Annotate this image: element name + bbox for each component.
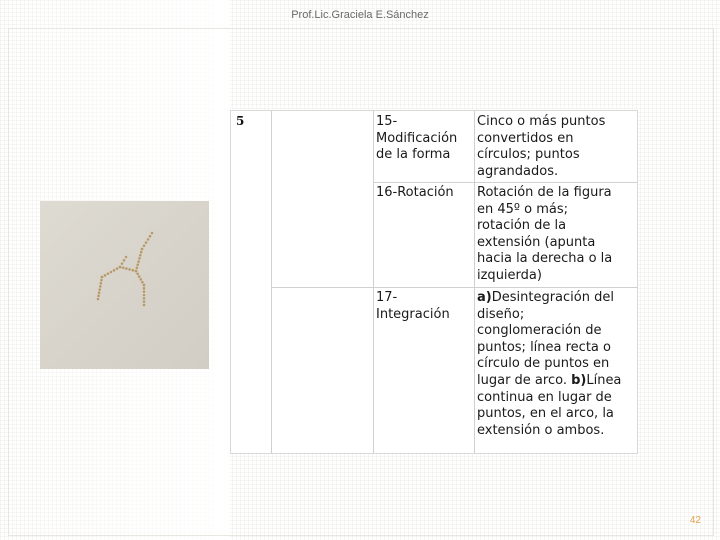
- text-fragment: Línea: [586, 372, 622, 388]
- text-line: hacia la derecha o la: [477, 251, 613, 267]
- drawing-dot: [136, 263, 139, 266]
- row-16-name: [376, 185, 454, 202]
- text-line: convertidos en: [477, 130, 574, 146]
- drawing-dot: [145, 241, 148, 244]
- drawing-dot: [151, 232, 154, 235]
- text-line: extensión (apunta: [477, 234, 596, 250]
- drawing-dot: [140, 251, 143, 254]
- text-line: de la forma: [376, 147, 451, 163]
- text-line: rotación de la: [477, 218, 567, 234]
- text-line: círculos; puntos: [477, 147, 580, 163]
- table-column-divider: [271, 111, 272, 453]
- item-number: 5: [236, 114, 245, 128]
- text-line: izquierda): [477, 267, 542, 283]
- drawing-dot: [143, 284, 146, 287]
- page-number: 42: [689, 515, 701, 526]
- drawing-dot: [132, 269, 135, 272]
- dotted-drawing-image: [40, 201, 209, 369]
- text-line: [477, 290, 621, 307]
- drawing-dot: [138, 275, 141, 278]
- drawing-dot: [104, 274, 107, 277]
- drawing-dot: [143, 294, 146, 297]
- text-line: en 45º o más;: [477, 201, 569, 217]
- drawing-dot: [149, 235, 152, 238]
- drawing-dot: [128, 268, 131, 271]
- drawing-dot: [98, 291, 101, 294]
- text-line: continua en lugar de: [477, 389, 612, 405]
- drawing-dot: [113, 269, 116, 272]
- drawing-dot: [140, 278, 143, 281]
- table-column-divider: [474, 111, 475, 453]
- drawing-dot: [143, 304, 146, 307]
- drawing-dot: [97, 295, 100, 298]
- drawing-dot: [100, 279, 103, 282]
- drawing-dot: [141, 281, 144, 284]
- drawing-dot: [143, 245, 146, 248]
- drawing-dot: [135, 270, 138, 273]
- drawing-dot: [139, 254, 142, 257]
- text-line: puntos; línea recta o: [477, 339, 611, 355]
- drawing-dot: [110, 271, 113, 274]
- drawing-dot: [97, 298, 100, 301]
- drawing-dot: [125, 256, 128, 259]
- drawing-dot: [125, 267, 128, 270]
- drawing-dot: [107, 272, 110, 275]
- text-line: diseño;: [477, 306, 525, 322]
- text-line: 15-: [376, 114, 398, 129]
- table-row-divider: [373, 182, 637, 183]
- scoring-table: [230, 110, 638, 454]
- dotted-figure-drawing: [40, 201, 209, 369]
- drawing-dot: [138, 257, 141, 260]
- row-15-name: [376, 114, 457, 164]
- drawing-dot: [98, 288, 101, 291]
- drawing-dot: [143, 290, 146, 293]
- drawing-dot: [119, 266, 122, 269]
- drawing-dot: [101, 276, 104, 279]
- text-line: Cinco o más puntos: [477, 114, 606, 129]
- drawing-dot: [141, 248, 144, 251]
- drawing-dot: [122, 267, 125, 270]
- option-b-label: b): [571, 372, 587, 388]
- text-line: 17-: [376, 290, 398, 305]
- drawing-dot: [100, 282, 103, 285]
- text-line: Integración: [376, 306, 450, 322]
- drawing-dot: [143, 297, 146, 300]
- drawing-dot: [143, 287, 146, 290]
- drawing-dot: [99, 285, 102, 288]
- row-16-description: [477, 185, 612, 285]
- text-line: extensión o ambos.: [477, 422, 605, 438]
- text-line: Rotación de la figura: [477, 185, 612, 200]
- drawing-dot: [121, 262, 124, 265]
- drawing-dot: [137, 260, 140, 263]
- option-a-label: a): [477, 290, 492, 305]
- text-line: Modificación: [376, 130, 458, 146]
- table-column-divider: [373, 111, 374, 453]
- text-line: conglomeración de: [477, 323, 602, 339]
- drawing-dot: [136, 267, 139, 270]
- text-fragment: lugar de arco.: [477, 372, 572, 388]
- row-15-description: [477, 114, 605, 180]
- drawing-dot: [116, 267, 119, 270]
- table-row-divider: [271, 287, 637, 288]
- drawing-dot: [147, 238, 150, 241]
- text-line: puntos, en el arco, la: [477, 406, 614, 422]
- text-line: círculo de puntos en: [477, 356, 610, 372]
- drawing-dot: [123, 259, 126, 262]
- text-line: [477, 373, 621, 390]
- text-line: 16-Rotación: [376, 185, 454, 200]
- text-line: agrandados.: [477, 163, 559, 179]
- text-fragment: Desintegración del: [491, 290, 614, 305]
- drawing-dot: [143, 300, 146, 303]
- row-17-name: [376, 290, 450, 323]
- page-header: Prof.Lic.Graciela E.Sánchez: [291, 9, 429, 21]
- row-17-description: [477, 290, 621, 439]
- drawing-dot: [136, 273, 139, 276]
